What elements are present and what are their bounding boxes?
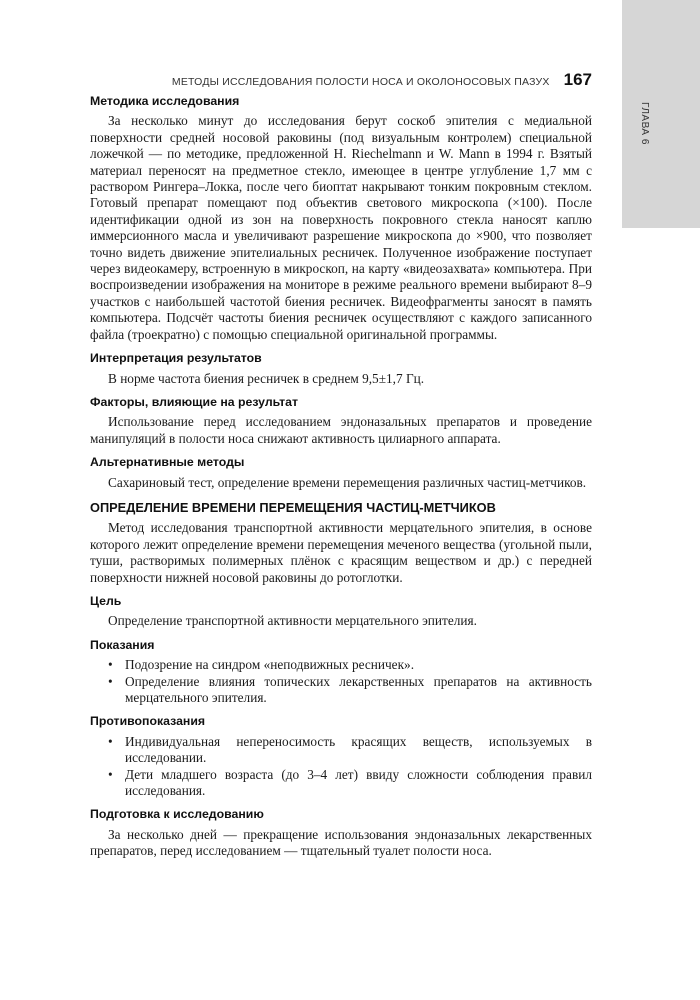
bullet-icon: •: [108, 766, 113, 782]
list-item-text: Подозрение на синдром «неподвижных ресничек».: [125, 657, 415, 673]
heading-factors: Факторы, влияющие на результат: [90, 394, 299, 409]
paragraph-alternatives: Сахариновый тест, определение времени перемещения различных частиц-метчиков.: [108, 474, 587, 490]
chapter-tab: [622, 0, 700, 228]
bullet-icon: •: [108, 673, 113, 689]
list-item: [108, 674, 592, 707]
paragraph-interpretation: В норме частота биения ресничек в среднем 9,5±1,7 Гц.: [108, 370, 425, 386]
running-head: [90, 70, 592, 90]
heading-contraindications: Противопоказания: [90, 714, 206, 729]
list-item: [108, 767, 592, 800]
heading-methodology: Методика исследования: [90, 94, 240, 108]
heading-goal: Цель: [90, 593, 122, 608]
list-item-text: Определение влияния топических лекарственных препаратов на активность мерцательного эпителия.: [125, 673, 592, 705]
paragraph-transport-time: Метод исследования транспортной активности мерцательного эпителия, в основе которого лежит определение времени перемещения меченого вещества (угольной пыли, туши, растворимых полимерных плёнок с красящим веществом и др.) с передней поверхности нижней носовой раковины до ротоглотки.: [90, 520, 592, 585]
chapter-tab-label: ГЛАВА 6: [639, 102, 650, 145]
heading-indications: Показания: [90, 637, 155, 652]
page-number: 167: [563, 70, 592, 89]
paragraph-preparation: За несколько дней — прекращение использования эндоназальных лекарственных препаратов, перед исследованием — тщательный туалет полости носа.: [90, 826, 592, 859]
running-head-title: МЕТОДЫ ИССЛЕДОВАНИЯ ПОЛОСТИ НОСА И ОКОЛОНОСОВЫХ ПАЗУХ: [171, 76, 550, 88]
list-item: [108, 657, 592, 673]
section-title-transport-time: ОПРЕДЕЛЕНИЕ ВРЕМЕНИ ПЕРЕМЕЩЕНИЯ ЧАСТИЦ-МЕТЧИКОВ: [90, 499, 496, 515]
heading-interpretation: Интерпретация результатов: [90, 351, 262, 366]
list-indications: [90, 657, 592, 706]
list-item-text: Индивидуальная непереносимость красящих веществ, используемых в исследовании.: [125, 733, 592, 766]
paragraph-factors: Использование перед исследованием эндоназальных препаратов и проведение манипуляций в полости носа снижают активность цилиарного аппарата.: [90, 414, 592, 446]
page-content: [90, 93, 592, 860]
heading-preparation: Подготовка к исследованию: [90, 807, 264, 822]
list-item-text: Дети младшего возраста (до 3–4 лет) ввиду сложности соблюдения правил исследования.: [125, 766, 592, 799]
list-contraindications: [90, 734, 592, 800]
paragraph-methodology: За несколько минут до исследования берут соскоб эпителия с медиальной поверхности средней носовой раковины (под визуальным контролем) специальной ложечкой — по методике, предложенной H. Riechelmann и W. Mann в 1994 г. Взятый материал переносят на предметное стекло, имеющее в центре углубление 1,7 мм с раствором Рингера–Локка, после чего биоптат накрывают тонким покровным стеклом. Готовый препарат помещают под объектив светового микроскопа (×100). После идентификации одной из зон на поверхность покровного стекла наносят каплю иммерсионного масла и увеличивают разрешение микроскопа до ×900, что позволяет точно видеть движение эпителиальных ресничек. Полученное изображение поступает через видеокамеру, встроенную в микроскоп, на карту «видеозахвата» компьютера. При воспроизведении изображения на мониторе в режиме реального времени выбирают 8–9 участков с наибольшей частотой биения ресничек. Видеофрагменты заносят в память компьютера. Подсчёт частоты биения ресничек осуществляют с каждого записанного файла (троекратно) с помощью специальной оригинальной программы.: [90, 113, 592, 342]
bullet-icon: •: [108, 733, 113, 749]
list-item: [108, 734, 592, 767]
paragraph-goal: Определение транспортной активности мерцательного эпителия.: [108, 613, 477, 629]
bullet-icon: •: [108, 657, 113, 673]
heading-alternatives: Альтернативные методы: [90, 455, 245, 470]
